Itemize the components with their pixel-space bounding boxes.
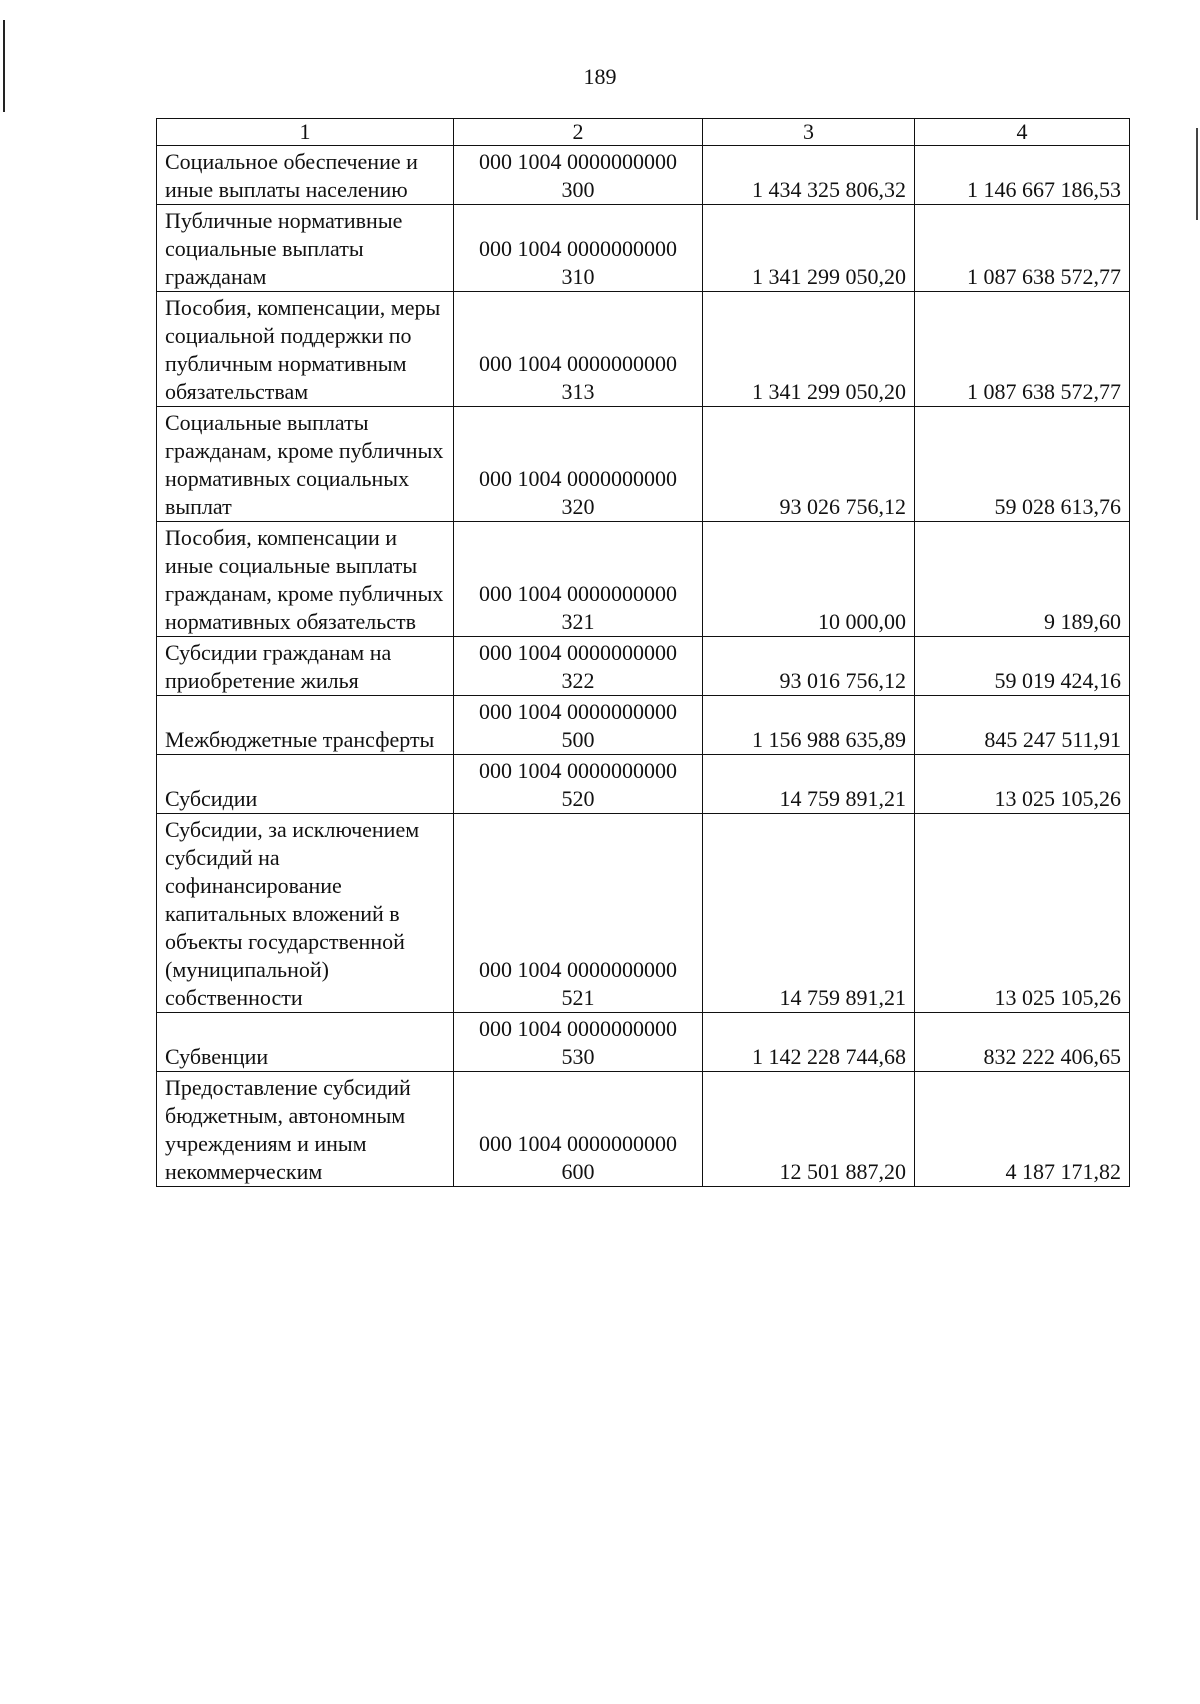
row-name: Субсидии гражданам на приобретение жилья	[157, 637, 454, 696]
row-code	[454, 1013, 703, 1072]
row-code-suffix: 521	[561, 985, 595, 1010]
table-row	[157, 814, 1130, 1013]
row-name: Субсидии, за исключением субсидий на софинансирование капитальных вложений в объекты государственной (муниципальной) собственности	[157, 814, 454, 1013]
table-row	[157, 292, 1130, 407]
table-row	[157, 637, 1130, 696]
table-row	[157, 407, 1130, 522]
column-header-1: 1	[157, 119, 454, 146]
row-value-col3: 1 434 325 806,32	[703, 146, 915, 205]
row-code-suffix: 300	[561, 177, 595, 202]
row-name: Пособия, компенсации, меры социальной поддержки по публичным нормативным обязательствам	[157, 292, 454, 407]
row-code-main: 000 1004 0000000000	[479, 1016, 677, 1041]
row-code-suffix: 600	[561, 1159, 595, 1184]
page-number: 189	[583, 64, 617, 89]
row-value-col3: 10 000,00	[703, 522, 915, 637]
row-value-col4: 9 189,60	[915, 522, 1130, 637]
row-name: Субсидии	[157, 755, 454, 814]
row-name: Субвенции	[157, 1013, 454, 1072]
row-code	[454, 407, 703, 522]
table-header-row	[157, 119, 1130, 146]
row-code-main: 000 1004 0000000000	[479, 957, 677, 982]
row-code	[454, 522, 703, 637]
row-code-main: 000 1004 0000000000	[479, 236, 677, 261]
row-code-suffix: 322	[561, 668, 595, 693]
row-code-main: 000 1004 0000000000	[479, 466, 677, 491]
row-name: Социальные выплаты гражданам, кроме публичных нормативных социальных выплат	[157, 407, 454, 522]
row-code-suffix: 310	[561, 264, 595, 289]
column-header-2: 2	[454, 119, 703, 146]
row-name: Межбюджетные трансферты	[157, 696, 454, 755]
row-value-col4: 4 187 171,82	[915, 1072, 1130, 1187]
row-code	[454, 205, 703, 292]
row-code-suffix: 530	[561, 1044, 595, 1069]
row-value-col4: 59 028 613,76	[915, 407, 1130, 522]
row-value-col3: 14 759 891,21	[703, 755, 915, 814]
column-header-3: 3	[703, 119, 915, 146]
row-value-col3: 14 759 891,21	[703, 814, 915, 1013]
row-code	[454, 696, 703, 755]
row-value-col3: 12 501 887,20	[703, 1072, 915, 1187]
row-name: Пособия, компенсации и иные социальные выплаты гражданам, кроме публичных нормативных обязательств	[157, 522, 454, 637]
row-code-suffix: 520	[561, 786, 595, 811]
table-row	[157, 205, 1130, 292]
row-value-col3: 1 341 299 050,20	[703, 205, 915, 292]
row-code-main: 000 1004 0000000000	[479, 351, 677, 376]
row-value-col4: 59 019 424,16	[915, 637, 1130, 696]
table-row	[157, 1013, 1130, 1072]
row-code-suffix: 500	[561, 727, 595, 752]
row-name: Публичные нормативные социальные выплаты гражданам	[157, 205, 454, 292]
row-code-main: 000 1004 0000000000	[479, 149, 677, 174]
row-code	[454, 292, 703, 407]
row-value-col4: 13 025 105,26	[915, 814, 1130, 1013]
row-code-main: 000 1004 0000000000	[479, 640, 677, 665]
row-value-col3: 93 016 756,12	[703, 637, 915, 696]
row-code	[454, 146, 703, 205]
row-name: Социальное обеспечение и иные выплаты населению	[157, 146, 454, 205]
table-row	[157, 522, 1130, 637]
row-code-suffix: 320	[561, 494, 595, 519]
row-value-col4: 845 247 511,91	[915, 696, 1130, 755]
row-code-main: 000 1004 0000000000	[479, 1131, 677, 1156]
table-row	[157, 1072, 1130, 1187]
table-row	[157, 696, 1130, 755]
row-code-suffix: 313	[561, 379, 595, 404]
column-header-4: 4	[915, 119, 1130, 146]
row-value-col3: 1 341 299 050,20	[703, 292, 915, 407]
row-code	[454, 1072, 703, 1187]
row-value-col4: 1 146 667 186,53	[915, 146, 1130, 205]
row-value-col4: 1 087 638 572,77	[915, 205, 1130, 292]
row-name: Предоставление субсидий бюджетным, автономным учреждениям и иным некоммерческим	[157, 1072, 454, 1187]
row-value-col3: 1 142 228 744,68	[703, 1013, 915, 1072]
row-value-col3: 93 026 756,12	[703, 407, 915, 522]
row-code-main: 000 1004 0000000000	[479, 699, 677, 724]
budget-table	[156, 118, 1130, 1187]
row-code	[454, 814, 703, 1013]
row-value-col4: 832 222 406,65	[915, 1013, 1130, 1072]
table-row	[157, 755, 1130, 814]
row-code	[454, 637, 703, 696]
row-value-col4: 13 025 105,26	[915, 755, 1130, 814]
row-code-suffix: 321	[561, 609, 595, 634]
row-value-col4: 1 087 638 572,77	[915, 292, 1130, 407]
row-code-main: 000 1004 0000000000	[479, 581, 677, 606]
row-code	[454, 755, 703, 814]
row-value-col3: 1 156 988 635,89	[703, 696, 915, 755]
scan-edge-mark-right	[1196, 128, 1198, 220]
table-row	[157, 146, 1130, 205]
row-code-main: 000 1004 0000000000	[479, 758, 677, 783]
